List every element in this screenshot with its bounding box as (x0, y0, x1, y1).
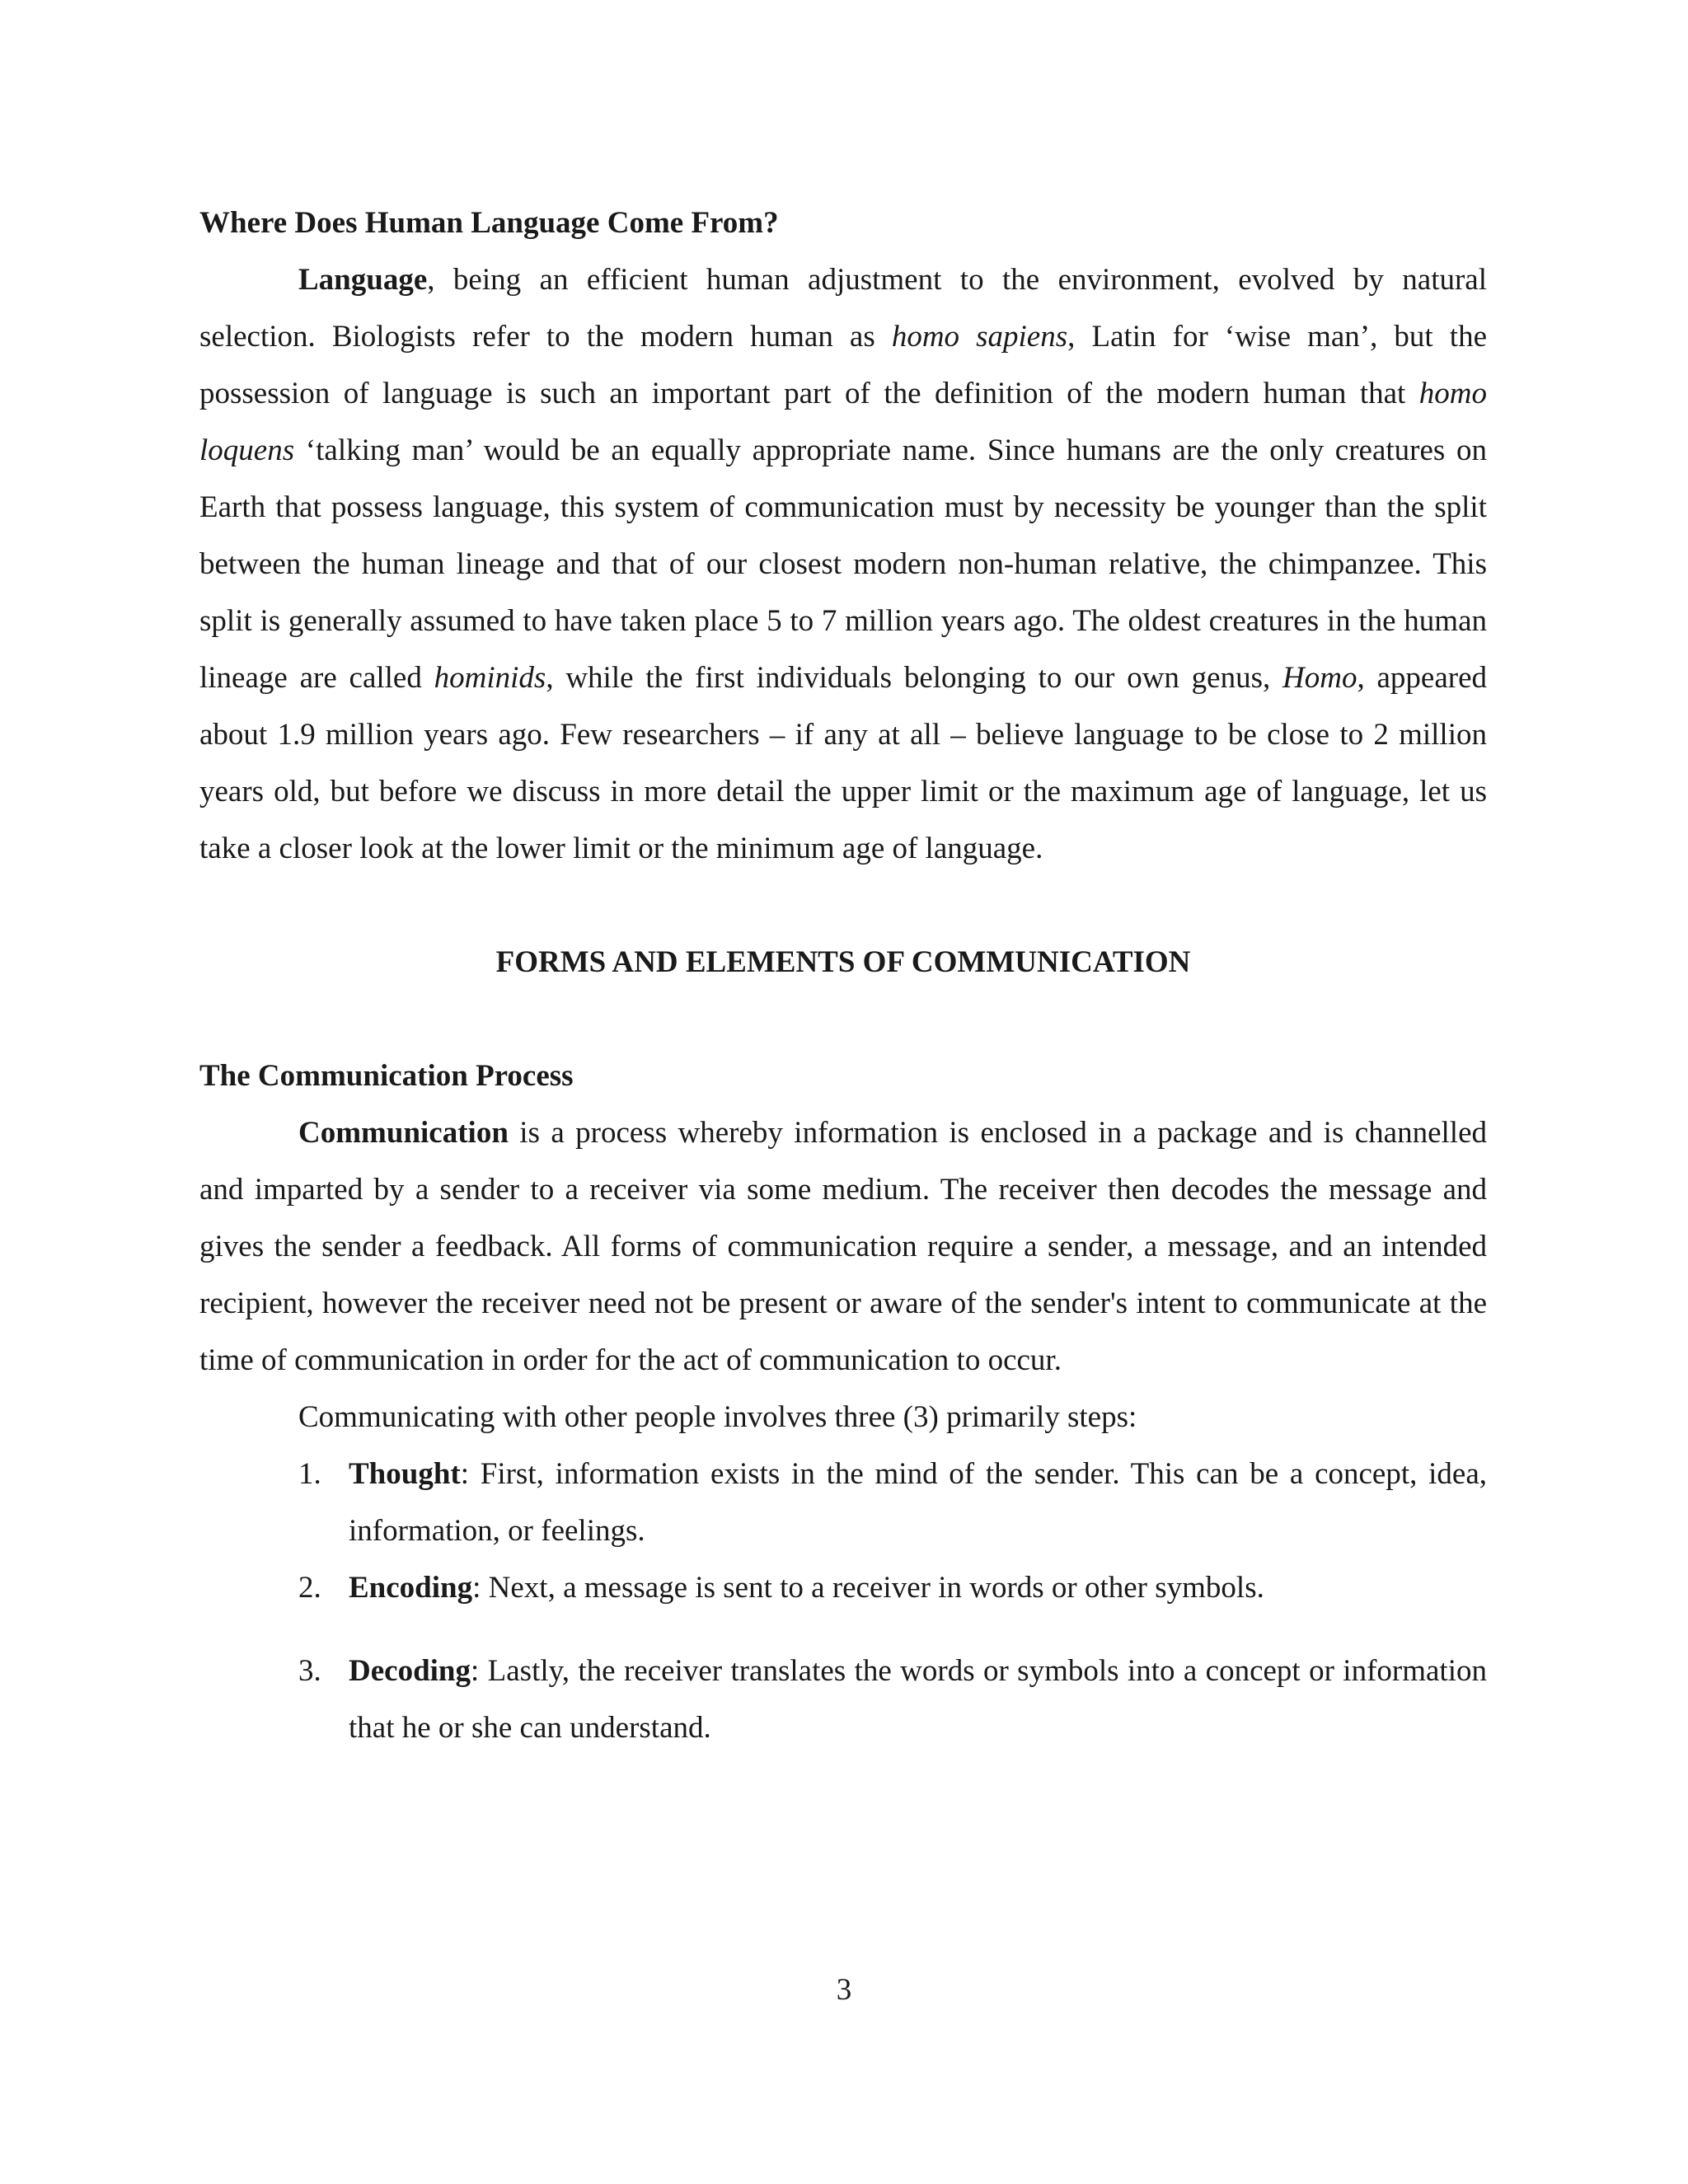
steps-list (199, 1446, 1487, 1756)
step-text: : First, information exists in the mind of the sender. This can be a concept, idea, information, or feelings. (349, 1457, 1487, 1548)
step-text: : Lastly, the receiver translates the words or symbols into a concept or information that he or she can understand. (349, 1654, 1487, 1745)
italic-term-homo-sapiens: homo sapiens (891, 320, 1068, 354)
page-number: 3 (836, 1973, 852, 2007)
paragraph-steps-intro: Communicating with other people involves three (3) primarily steps: (298, 1400, 1137, 1434)
step-term: Decoding (349, 1654, 471, 1688)
term-language: Language (298, 263, 428, 297)
page-content (199, 194, 1487, 1756)
paragraph-language-origin (199, 251, 1487, 877)
text-segment: , appeared about 1.9 million years ago. Few researchers – if any at all – believe language to be close to 2 million years old, but before we discuss in more detail the upper limit or the maximum age of language, let us take a closer look at the lower limit or the minimum age of language. (199, 661, 1488, 865)
step-text: : Next, a message is sent to a receiver in words or other symbols. (472, 1571, 1264, 1605)
term-communication: Communication (298, 1116, 509, 1150)
list-item-decoding (199, 1643, 1487, 1756)
text-segment: , being an efficient human adjustment to the environment, evolved by natural selection. Biologists refer to the modern human as (199, 263, 1487, 354)
section-heading-language-origin: Where Does Human Language Come From? (199, 206, 779, 240)
step-term: Encoding (349, 1571, 473, 1605)
text-segment: ‘talking man’ would be an equally appropriate name. Since humans are the only creatures on Earth that possess language, this system of communication must by necessity be younger than the split between the human lineage and that of our closest modern non-human relative, the chimpanzee. This split is generally assumed to have taken place 5 to 7 million years ago. The oldest creatures in the human lineage are called (199, 434, 1487, 695)
list-item-encoding (199, 1559, 1487, 1616)
list-item-thought (199, 1446, 1487, 1559)
spacer (199, 991, 1487, 1047)
italic-term-homo: Homo (1282, 661, 1357, 695)
list-number: 2. (298, 1571, 321, 1605)
main-title: FORMS AND ELEMENTS OF COMMUNICATION (495, 945, 1191, 979)
text-segment: , Latin for ‘wise man’, but the possession of language is such an important part of the definition of the modern human that (199, 320, 1487, 410)
italic-term-hominids: hominids (434, 661, 546, 695)
list-number: 3. (298, 1654, 321, 1688)
list-number: 1. (298, 1457, 321, 1491)
step-term: Thought (349, 1457, 461, 1491)
italic-term-homo-loquens: homo loquens (199, 377, 1487, 467)
section-heading-communication-process: The Communication Process (199, 1059, 574, 1093)
spacer (199, 877, 1487, 934)
paragraph-communication-definition (199, 1104, 1487, 1389)
text-segment: , while the first individuals belonging to our own genus, (546, 661, 1283, 695)
text-segment: is a process whereby information is enclosed in a package and is channelled and imparted by a sender to a receiver via some medium. The receiver then decodes the message and gives the sender a feedback. All forms of communication require a sender, a message, and an intended recipient, however the receiver need not be present or aware of the sender's intent to communicate at the time of communication in order for the act of communication to occur. (199, 1116, 1487, 1377)
